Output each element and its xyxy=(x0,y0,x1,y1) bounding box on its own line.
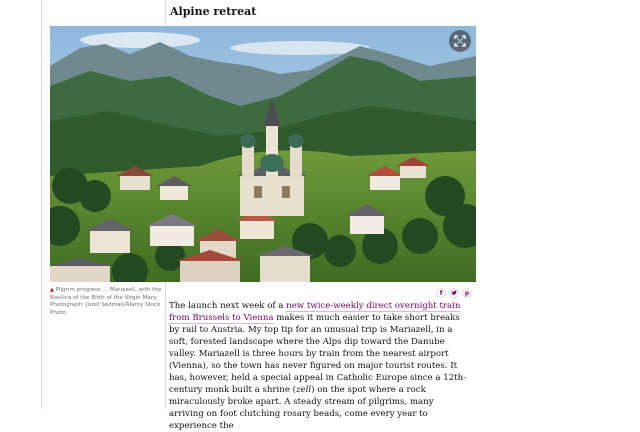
article-photo xyxy=(50,26,476,282)
heading-column-rule xyxy=(165,0,166,26)
article-italic-word: zell xyxy=(296,385,312,395)
article-ending: ) on the spot where a rock miraculously broke apart. A steady stream of pilgrims, many arriving on foot clutching rosary beads, come every year to experience the xyxy=(169,385,434,431)
facebook-share-button[interactable] xyxy=(436,288,446,298)
body-column-rule xyxy=(165,282,166,409)
left-column-rule xyxy=(41,0,42,409)
article-body: makes it much easier to take short breaks by rail to Austria. My top tip for an unusual trip is Mariazell, in a soft, forested landscape where the Alps dip toward the Danube valley. Mariazell is three hours by train from the nearest airport (Vienna), so the town has never figured on major tourist routes. It has, however, held a special appeal in Catholic Europe since a 12th-century monk built a shrine ( xyxy=(169,313,467,395)
pinterest-icon: p xyxy=(464,289,470,297)
facebook-icon: f xyxy=(439,289,443,297)
share-buttons xyxy=(436,288,472,298)
train-link[interactable]: new twice-weekly direct overnight train from Brussels to Vienna xyxy=(169,301,461,323)
twitter-share-button[interactable] xyxy=(449,288,459,298)
twitter-icon xyxy=(451,290,457,296)
expand-icon xyxy=(454,35,466,47)
photo-caption xyxy=(50,287,162,317)
expand-image-button[interactable] xyxy=(449,30,471,52)
section-heading: Alpine retreat xyxy=(170,5,257,18)
caption-marker-icon: ▲ xyxy=(50,287,54,293)
article-intro: The launch next week of a xyxy=(169,301,287,311)
pinterest-share-button[interactable] xyxy=(462,288,472,298)
caption-text: Pilgrim progress … Mariazell, with the Basilica of the Birth of the Virgin Mary. Photograph: Jozef Sedmak/Alamy Stock Photo xyxy=(50,287,162,316)
article-paragraph xyxy=(169,300,469,432)
